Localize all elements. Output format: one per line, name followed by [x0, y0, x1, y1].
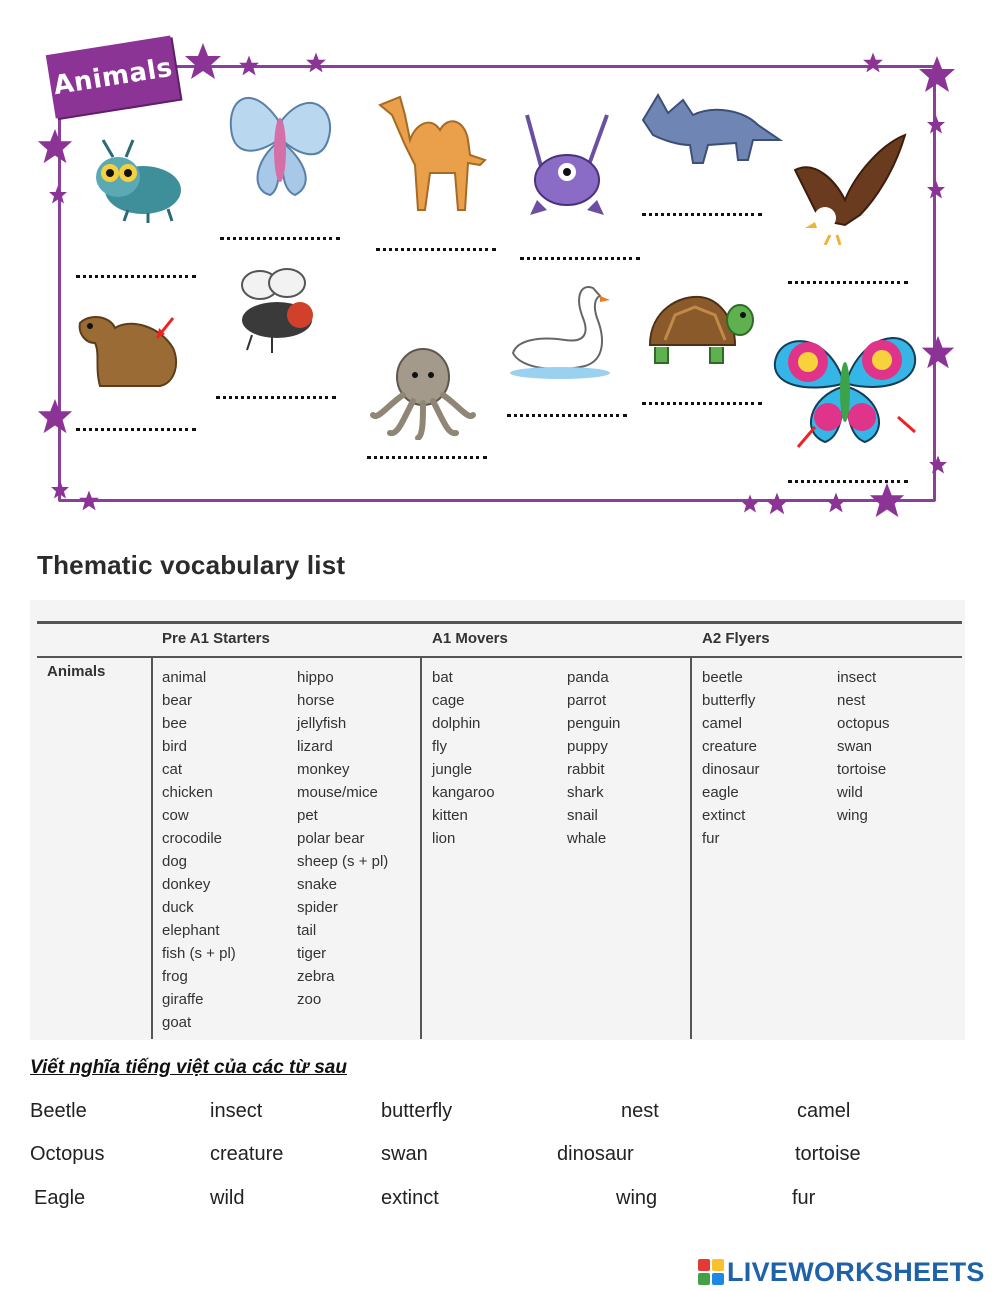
- exercise-instruction: Viết nghĩa tiếng việt của các từ sau: [30, 1057, 347, 1078]
- logo-icon: [698, 1259, 724, 1285]
- vocab-word: zebra: [297, 968, 335, 985]
- bug-image: [88, 135, 188, 225]
- column-header-movers: A1 Movers: [432, 630, 508, 647]
- star-icon: [868, 482, 906, 520]
- vocab-word: dinosaur: [702, 761, 760, 778]
- vocab-word: goat: [162, 1014, 192, 1031]
- tortoise-image: [640, 285, 755, 370]
- star-icon: [926, 180, 946, 200]
- vocabulary-title: Thematic vocabulary list: [37, 550, 346, 580]
- vocab-word: fly: [432, 738, 447, 755]
- flyers-word-list-2: [837, 668, 890, 829]
- vocab-word: elephant: [162, 922, 220, 939]
- vocab-word: penguin: [567, 715, 621, 732]
- fly-image: [232, 265, 332, 355]
- vocab-word: extinct: [702, 807, 746, 824]
- creature-image: [522, 110, 612, 220]
- vocab-word: insect: [837, 669, 877, 686]
- vocab-word: wild: [837, 784, 863, 801]
- exercise-word: wild: [210, 1187, 245, 1209]
- vocab-word: octopus: [837, 715, 890, 732]
- vocab-word: chicken: [162, 784, 213, 801]
- vocab-word: hippo: [297, 669, 334, 686]
- vocab-word: puppy: [567, 738, 608, 755]
- vocab-word: bee: [162, 715, 188, 732]
- vocab-word: donkey: [162, 876, 211, 893]
- star-icon: [928, 455, 948, 475]
- vocab-word: horse: [297, 692, 335, 709]
- vocab-word: snail: [567, 807, 598, 824]
- star-icon: [926, 115, 946, 135]
- exercise-word: Beetle: [30, 1100, 87, 1122]
- exercise-word: swan: [381, 1143, 428, 1165]
- star-icon: [862, 52, 884, 74]
- answer-line[interactable]: [376, 248, 496, 251]
- vocab-word: polar bear: [297, 830, 365, 847]
- answer-line[interactable]: [76, 275, 196, 278]
- star-icon: [36, 398, 74, 436]
- vocab-word: cow: [162, 807, 189, 824]
- movers-word-list-2: [567, 668, 620, 852]
- table-divider: [420, 657, 422, 1039]
- flyers-word-list-1: [702, 668, 760, 852]
- camel-image: [370, 85, 500, 215]
- table-top-rule: [37, 621, 962, 624]
- vocab-word: shark: [567, 784, 604, 801]
- vocab-word: frog: [162, 968, 188, 985]
- vocab-word: jellyfish: [297, 715, 347, 732]
- logo-text: LIVEWORKSHEETS: [727, 1256, 985, 1287]
- answer-line[interactable]: [788, 281, 908, 284]
- vocab-word: eagle: [702, 784, 739, 801]
- vocab-word: lizard: [297, 738, 333, 755]
- exercise-word: wing: [616, 1187, 658, 1209]
- vocab-word: beetle: [702, 669, 743, 686]
- answer-line[interactable]: [788, 480, 908, 483]
- star-icon: [78, 490, 100, 512]
- vocab-word: bird: [162, 738, 188, 755]
- vocab-word: kitten: [432, 807, 468, 824]
- vocab-word: fur: [702, 830, 720, 847]
- answer-line[interactable]: [367, 456, 487, 459]
- animals-tag: Animals: [46, 36, 180, 119]
- vocab-word: whale: [567, 830, 607, 847]
- liveworksheets-logo[interactable]: [698, 1255, 985, 1289]
- vocab-word: fish (s + pl): [162, 945, 236, 962]
- dinosaur-image: [638, 85, 783, 170]
- exercise-word: butterfly: [381, 1100, 453, 1122]
- vocab-word: tortoise: [837, 761, 887, 778]
- exercise-word: fur: [792, 1187, 816, 1209]
- star-icon: [920, 335, 956, 371]
- vocab-word: bear: [162, 692, 193, 709]
- column-header-starters: Pre A1 Starters: [162, 630, 270, 647]
- answer-line[interactable]: [507, 414, 627, 417]
- answer-line[interactable]: [642, 213, 762, 216]
- answer-line[interactable]: [642, 402, 762, 405]
- vocab-word: dog: [162, 853, 188, 870]
- exercise-word: extinct: [381, 1187, 439, 1209]
- vocab-word: parrot: [567, 692, 607, 709]
- vocab-word: butterfly: [702, 692, 756, 709]
- exercise-word: creature: [210, 1143, 284, 1165]
- swan-image: [505, 278, 620, 383]
- vocab-word: dolphin: [432, 715, 481, 732]
- butterfly-image: [220, 80, 340, 210]
- star-icon: [765, 492, 789, 516]
- star-icon: [36, 128, 74, 166]
- vocab-word: camel: [702, 715, 743, 732]
- vocab-word: kangaroo: [432, 784, 495, 801]
- vocab-word: sheep (s + pl): [297, 853, 389, 870]
- star-icon: [305, 52, 327, 74]
- vocab-word: bat: [432, 669, 453, 686]
- vocab-word: zoo: [297, 991, 322, 1008]
- vocab-word: monkey: [297, 761, 350, 778]
- vocab-word: creature: [702, 738, 758, 755]
- exercise-word: Octopus: [30, 1143, 105, 1165]
- exercise-word: insect: [210, 1100, 263, 1122]
- vocab-word: swan: [837, 738, 873, 755]
- table-divider: [690, 657, 692, 1039]
- vocab-word: tiger: [297, 945, 327, 962]
- octopus-image: [368, 345, 478, 440]
- exercise-word: dinosaur: [557, 1143, 634, 1165]
- star-icon: [740, 494, 760, 514]
- exercise-word: tortoise: [795, 1143, 861, 1165]
- vocab-word: animal: [162, 669, 207, 686]
- vocab-word: panda: [567, 669, 609, 686]
- vocab-word: mouse/mice: [297, 784, 378, 801]
- answer-line[interactable]: [76, 428, 196, 431]
- star-icon: [50, 480, 70, 500]
- star-icon: [183, 42, 223, 82]
- vocab-word: giraffe: [162, 991, 204, 1008]
- bear-image: [75, 308, 185, 388]
- vocab-word: spider: [297, 899, 338, 916]
- exercise-word: Eagle: [34, 1187, 86, 1209]
- star-icon: [917, 55, 957, 95]
- star-icon: [825, 492, 847, 514]
- vocab-word: crocodile: [162, 830, 223, 847]
- exercise-word: camel: [797, 1100, 851, 1122]
- starters-word-list-1: [162, 668, 236, 1036]
- vocab-word: tail: [297, 922, 317, 939]
- column-header-flyers: A2 Flyers: [702, 630, 770, 647]
- starters-word-list-2: [297, 668, 388, 1013]
- vocab-word: duck: [162, 899, 194, 916]
- butterfly-wings-image: [770, 322, 920, 452]
- vocab-word: cat: [162, 761, 183, 778]
- vocab-word: wing: [837, 807, 868, 824]
- row-header-animals: Animals: [47, 663, 106, 680]
- vocab-word: rabbit: [567, 761, 605, 778]
- vocab-word: snake: [297, 876, 338, 893]
- table-divider: [151, 657, 153, 1039]
- answer-line[interactable]: [220, 237, 340, 240]
- vocab-word: pet: [297, 807, 318, 824]
- star-icon: [238, 55, 260, 77]
- answer-line[interactable]: [216, 396, 336, 399]
- exercise-word: nest: [621, 1100, 659, 1122]
- vocab-word: lion: [432, 830, 456, 847]
- vocab-word: jungle: [432, 761, 473, 778]
- eagle-image: [785, 130, 910, 245]
- table-header-rule: [37, 656, 962, 658]
- answer-line[interactable]: [520, 257, 640, 260]
- star-icon: [48, 185, 68, 205]
- vocab-word: cage: [432, 692, 465, 709]
- vocab-word: nest: [837, 692, 866, 709]
- movers-word-list-1: [432, 668, 495, 852]
